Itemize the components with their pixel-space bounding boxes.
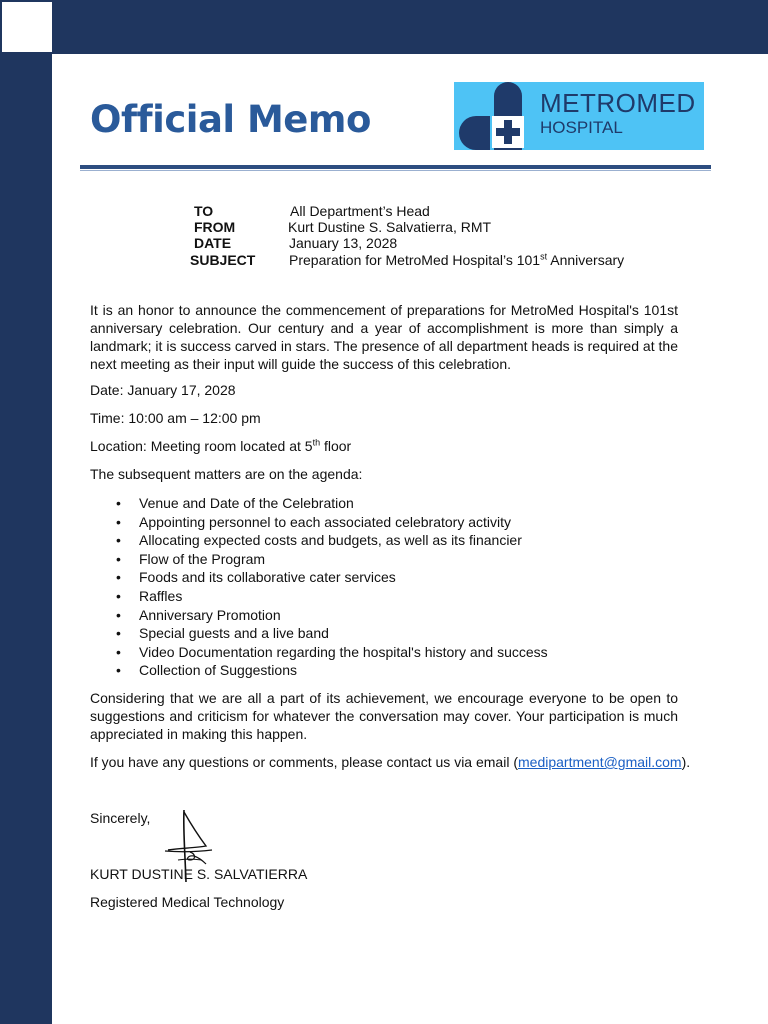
agenda-list xyxy=(112,494,548,680)
left-frame-bar xyxy=(0,0,52,1024)
agenda-item-label: Allocating expected costs and budgets, as well as its financier xyxy=(139,532,522,549)
agenda-intro: The subsequent matters are on the agenda: xyxy=(90,466,363,482)
from-label: FROM xyxy=(194,219,236,235)
agenda-item xyxy=(112,606,548,625)
bullet-icon: • xyxy=(116,625,121,642)
title-divider xyxy=(80,165,711,169)
agenda-item xyxy=(112,587,548,606)
agenda-item-label: Raffles xyxy=(139,587,183,604)
bullet-icon: • xyxy=(116,550,121,567)
agenda-item xyxy=(112,494,548,513)
agenda-item-label: Appointing personnel to each associated celebratory activity xyxy=(139,513,511,530)
agenda-item-label: Flow of the Program xyxy=(139,550,266,567)
subject-label: SUBJECT xyxy=(190,252,256,268)
agenda-item xyxy=(112,624,548,643)
agenda-item xyxy=(112,550,548,569)
page-title: Official Memo xyxy=(90,98,371,141)
agenda-item-label: Video Documentation regarding the hospital's history and success xyxy=(139,643,548,660)
bullet-icon: • xyxy=(116,662,121,679)
medical-cross-icon xyxy=(454,82,540,150)
bullet-icon: • xyxy=(116,606,121,623)
agenda-item-label: Collection of Suggestions xyxy=(139,662,297,679)
contact-line: If you have any questions or comments, please contact us via email (medipartment@gmail.com). xyxy=(90,754,691,770)
from-value: Kurt Dustine S. Salvatierra, RMT xyxy=(288,219,492,235)
meeting-time: Time: 10:00 am – 12:00 pm xyxy=(90,410,261,426)
intro-paragraph: It is an honor to announce the commencement of preparations for MetroMed Hospital's 101st anniversary celebration. Our century and a year of accomplishment is more than simply a landmark; it is success carved in stars. The presence of all department heads is required at the next meeting as their input will guide the success of this celebration. xyxy=(90,302,678,372)
agenda-item xyxy=(112,661,548,680)
logo-name: METROMED xyxy=(540,88,696,118)
title-divider-thin xyxy=(80,170,711,171)
agenda-item xyxy=(112,568,548,587)
email-link[interactable]: medipartment@gmail.com xyxy=(518,754,682,770)
to-label: TO xyxy=(194,203,214,219)
agenda-item-label: Special guests and a live band xyxy=(139,625,329,642)
agenda-item-label: Venue and Date of the Celebration xyxy=(139,495,354,511)
bullet-icon: • xyxy=(116,532,121,549)
closing-paragraph: Considering that we are all a part of its achievement, we encourage everyone to be open to suggestions and criticism for whatever the conversation may cover. Your participation is much appreciated in making this happen. xyxy=(90,690,678,742)
bullet-icon: • xyxy=(116,569,121,586)
signatory-role: Registered Medical Technology xyxy=(90,894,285,910)
signatory-name: KURT DUSTINE S. SALVATIERRA xyxy=(90,866,308,882)
top-frame-bar xyxy=(0,0,768,54)
meeting-location: Location: Meeting room located at 5th floor xyxy=(90,437,352,454)
agenda-item-label: Foods and its collaborative cater services xyxy=(139,569,396,586)
salutation: Sincerely, xyxy=(90,810,151,826)
date-label: DATE xyxy=(194,235,232,251)
logo-subtitle: HOSPITAL xyxy=(540,118,623,137)
bullet-icon: • xyxy=(116,495,121,511)
bullet-icon: • xyxy=(116,643,121,660)
meeting-date: Date: January 17, 2028 xyxy=(90,382,236,398)
bullet-icon: • xyxy=(116,587,121,604)
date-value: January 13, 2028 xyxy=(289,235,398,251)
subject-value: Preparation for MetroMed Hospital’s 101st Anniversary xyxy=(289,251,625,268)
agenda-item xyxy=(112,643,548,662)
agenda-item xyxy=(112,513,548,532)
agenda-item xyxy=(112,531,548,550)
metromed-logo xyxy=(454,82,704,150)
corner-box xyxy=(2,2,52,52)
agenda-item-label: Anniversary Promotion xyxy=(139,606,281,623)
to-value: All Department’s Head xyxy=(290,203,430,219)
bullet-icon: • xyxy=(116,513,121,530)
